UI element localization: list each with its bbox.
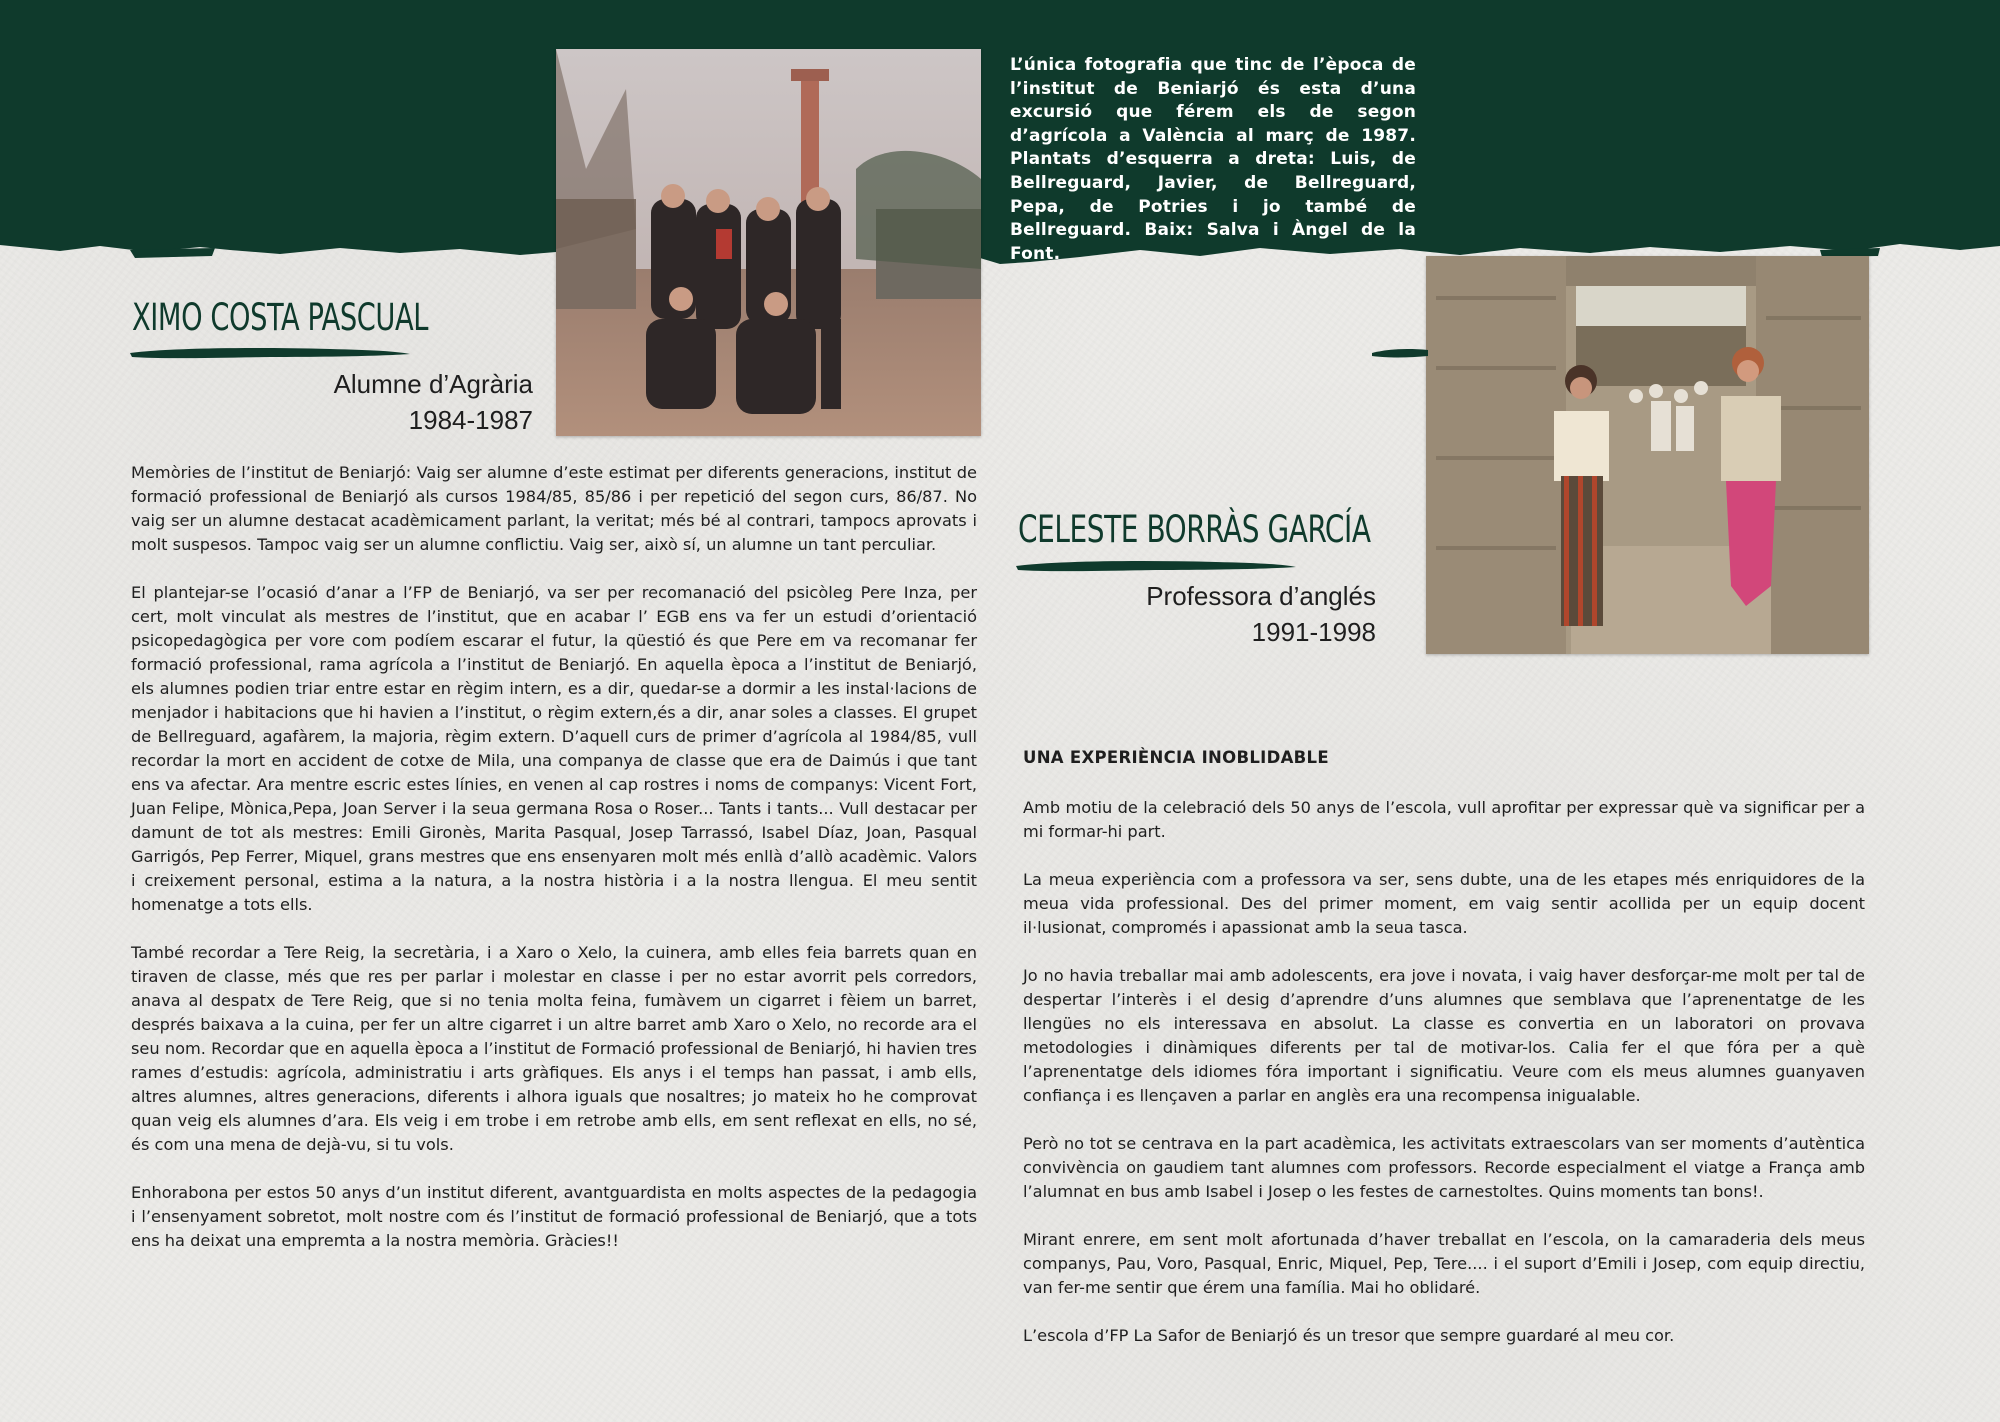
section-heading: UNA EXPERIÈNCIA INOBLIDABLE	[1023, 748, 1329, 767]
profile1-text	[131, 461, 977, 1277]
group-excursion-photo	[556, 49, 981, 436]
profile2-paragraph: Mirant enrere, em sent molt afortunada d’haver treballat en l’escola, on la camaraderia dels meus companys, Pau, Voro, Pasqual, Enric, Miquel, Pep, Tere.... i el suport d’Emili i Josep, com equip directiu, van fer-me sentir que érem una família. Mai ho oblidaré.	[1023, 1230, 1865, 1297]
profile1-role	[200, 366, 533, 438]
profile2-paragraph: Però no tot se centrava en la part acadèmica, les activitats extraescolars van ser moments d’autèntica convivència on gaudiem tant alumnes com professors. Recorde especialment el viatge a França amb l’alumnat en bus amb Isabel i Josep o les festes de carnestoltes. Quins moments tan bons!.	[1023, 1134, 1865, 1201]
profile1-years: 1984-1987	[408, 405, 533, 435]
profile2-paragraph: Jo no havia treballar mai amb adolescents, era jove i novata, i vaig haver desforçar-me molt per tal de despertar l’interès i el desig d’aprendre d’uns alumnes que semblava que l’aprenentatge de les llengües no els interessava en absolut. La classe es convertia en un laboratori on provava metodologies i dinàmiques diferents per tal de motivar-los. Calia fer el que fóra per a què l’aprenentatge dels idiomes fóra important i significatiu. Veure com els meus alumnes guanyaven confiança i es llençaven a parlar en anglès era una recompensa inigualable.	[1023, 966, 1865, 1105]
profile1-paragraph: El plantejar-se l’ocasió d’anar a l’FP de Beniarjó, va ser per recomanació del psicòleg Pere Inza, per cert, molt vinculat als mestres de l’institut, que en acabar l’ EGB ens va fer un estudi d’orientació psicopedagògica per vore com podíem escarar el futur, la qüestió és que Pere em va recomanar fer formació professional, rama agrícola a l’institut de Beniarjó. En aquella època a l’institut de Beniarjó, els alumnes podien triar entre estar en règim intern, es a dir, quedar-se a dormir a les instal·lacions de menjador i habitacions que hi havien a l’institut, o règim extern,és a dir, anar soles a classes. El grupet de Bellreguard, agafàrem, la majoria, règim extern. D’aquell curs de primer d’agrícola al 1984/85, vull recordar la mort en accident de cotxe de Mila, una companya de classe que era de Daimús i que tant ens va afectar. Ara mentre escric estes línies, en venen al cap rostres i noms de companys: Vicent Fort, Juan Felipe, Mònica,Pepa, Joan Server i la seua germana Rosa o Roser... Tants i tants... Vull destacar per damunt de tot als mestres: Emili Gironès, Marita Pasqual, Josep Tarrassó, Isabel Díaz, Joan, Pasqual Garrigós, Pep Ferrer, Miquel, grans mestres que ens ensenyaren molt més enllà d’allò acadèmic. Valors i creixement personal, estima a la natura, a la nostra història i a la nostra llengua. El meu sentit homenatge a tots ells.	[131, 583, 977, 914]
profile1-paragraph: També recordar a Tere Reig, la secretària, i a Xaro o Xelo, la cuinera, amb elles feia barrets quan en tiraven de classe, més que res per parlar i molestar en classe i per no estar avorrit pels corredors, anava al despatx de Tere Reig, que si no tenia molta feina, fumàvem un cigarret i fèiem un barret, després baixava a la cuina, per fer un altre cigarret i un altre barret amb Xaro o Xelo, no recorde ara el seu nom. Recordar que en aquella època a l’institut de Formació professional de Beniarjó, hi havien tres rames d’estudis: agrícola, administratiu i arts gràfiques. Els anys i el temps han passat, i amb ells, altres alumnes, altres generacions, diferents i alhora iguals que nosaltres; jo mateix ho he comprovat quan veig els alumnes d’ara. Els veig i em trobe i em retrobe amb ells, em sent reflexat en ells, no sé, és com una mena de dejà-vu, si tu vols.	[131, 943, 977, 1154]
profile1-paragraph: Enhorabona per estos 50 anys d’un institut diferent, avantguardista en molts aspectes de la pedagogia i l’ensenyament sobretot, molt nostre com és l’institut de formació professional de Beniarjó, que a tots ens ha deixat una empremta a la nostra memòria. Gràcies!!	[131, 1183, 977, 1250]
brush-stroke-decoration	[1016, 558, 1296, 574]
profile2-role	[1080, 578, 1376, 650]
photo-caption: L’única fotografia que tinc de l’època de l’institut de Beniarjó és esta d’una excursió que férem els de segon d’agrícola a València al març de 1987. Plantats d’esquerra a dreta: Luis, de Bellreguard, Javier, de Bellreguard, Pepa, de Potries i jo també de Bellreguard. Baix: Salva i Àngel de la Font.	[1010, 55, 1416, 264]
profile1-name: XIMO COSTA PASCUAL	[132, 296, 429, 339]
profile2-role-text: Professora d’anglés	[1146, 581, 1376, 611]
header-band	[0, 0, 2000, 290]
profile2-paragraph: Amb motiu de la celebració dels 50 anys de l’escola, vull aprofitar per expressar què va significar per a mi formar-hi part.	[1023, 798, 1865, 841]
profile2-paragraph: La meua experiència com a professora va ser, sens dubte, una de les etapes més enriquidores de la meua vida professional. Des del primer moment, em vaig sentir acollida per un equip docent il·lusionat, compromés i apassionat amb la seua tasca.	[1023, 870, 1865, 937]
profile2-name: CELESTE BORRÀS GARCÍA	[1018, 508, 1371, 551]
profile2-years: 1991-1998	[1251, 617, 1376, 647]
brush-stroke-decoration	[130, 345, 410, 361]
brush-stroke-decoration	[1372, 347, 1428, 359]
two-women-stone-doorway-photo	[1426, 256, 1869, 654]
profile1-paragraph: Memòries de l’institut de Beniarjó: Vaig ser alumne d’este estimat per diferents generacions, institut de formació professional de Beniarjó als cursos 1984/85, 85/86 i per repetició del segon curs, 86/87. No vaig ser un alumne destacat acadèmicament parlant, la veritat; més bé al contrari, tampocs aprovats i molt suspesos. Tampoc vaig ser un alumne conflictiu. Vaig ser, això sí, un alumne un tant perculiar.	[131, 463, 977, 554]
profile1-role-text: Alumne d’Agrària	[333, 369, 533, 399]
profile2-text	[1023, 746, 1865, 1372]
profile2-paragraph: L’escola d’FP La Safor de Beniarjó és un tresor que sempre guardaré al meu cor.	[1023, 1326, 1675, 1345]
